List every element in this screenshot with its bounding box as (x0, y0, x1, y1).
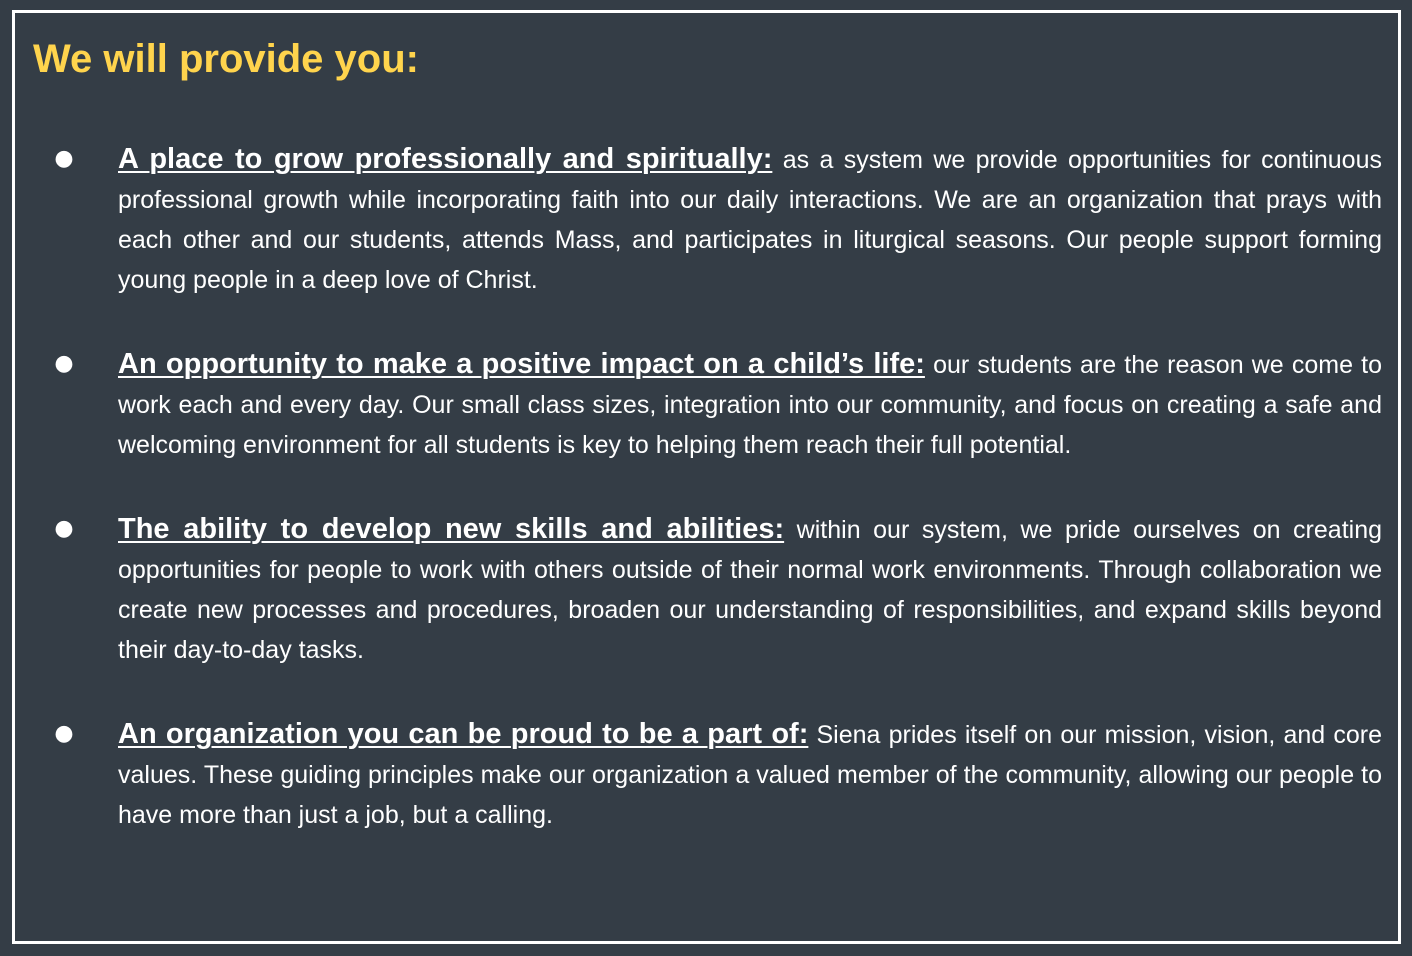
list-item-body: as a system we provide opportunities for continuous professional growth while incorporating faith into our daily interactions. We are an organization that prays with each other and our students, attends Mass, and participates in liturgical seasons. Our people support forming young people in a deep love of Christ. (118, 146, 1382, 294)
list-item-text (118, 139, 1382, 300)
list-item (15, 344, 1398, 465)
bullet-icon: ● (54, 721, 74, 746)
list-item (15, 509, 1398, 670)
list-item-title: A place to grow professionally and spiritually: (118, 143, 773, 175)
list-item (15, 139, 1398, 300)
list-item (15, 714, 1398, 835)
list-item-body: within our system, we pride ourselves on creating opportunities for people to work with others outside of their normal work environments. Through collaboration we create new processes and procedures, broaden our understanding of responsibilities, and expand skills beyond their day-to-day tasks. (118, 516, 1383, 664)
list-item-text (118, 714, 1382, 835)
list-item-title: An opportunity to make a positive impact on a child’s life: (118, 348, 925, 380)
list-item-body: our students are the reason we come to work each and every day. Our small class sizes, integration into our community, and focus on creating a safe and welcoming environment for all students is key to helping them reach their full potential. (118, 351, 1382, 459)
section-heading: We will provide you: (33, 37, 419, 81)
list-item-text (118, 509, 1382, 670)
list-item-title: An organization you can be proud to be a part of: (118, 718, 809, 750)
content-frame (12, 10, 1401, 944)
bullet-icon: ● (54, 146, 74, 171)
bullet-icon: ● (54, 351, 74, 376)
list-item-title: The ability to develop new skills and abilities: (118, 513, 785, 545)
list-item-body: Siena prides itself on our mission, vision, and core values. These guiding principles make our organization a valued member of the community, allowing our people to have more than just a job, but a calling. (118, 721, 1382, 829)
bullet-icon: ● (54, 516, 74, 541)
benefits-list (15, 139, 1398, 879)
list-item-text (118, 344, 1382, 465)
